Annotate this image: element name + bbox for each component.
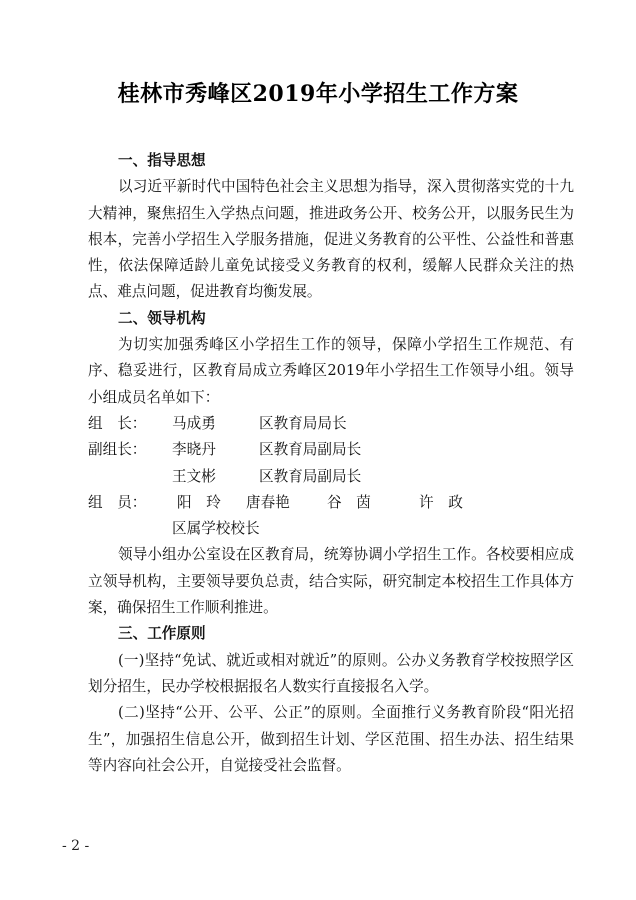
paragraph-principle-2: (二)坚持“公开、公平、公正”的原则。全面推行义务教育阶段“阳光招生”，加强招生信息公开，做到招生计划、学区范围、招生办法、招生结果等内容向社会公开，自觉接受社会监督。 (88, 704, 574, 774)
document-title: 桂林市秀峰区2019年小学招生工作方案 (117, 81, 519, 107)
deputy-row-2 (88, 464, 574, 490)
deputy-1-name: 李晓丹 (172, 441, 216, 459)
paragraph-guiding-thought: 以习近平新时代中国特色社会主义思想为指导，深入贯彻落实党的十九大精神，聚焦招生入学热点问题，推进政务公开、校务公开，以服务民生为根本，完善小学招生入学服务措施，促进义务教育的公平性、公益性和普惠性，依法保障适龄儿童免试接受义务教育的权利，缓解人民群众关注的热点、难点问题，促进教育均衡发展。 (88, 178, 574, 301)
paragraph-leadership-intro: 为切实加强秀峰区小学招生工作的领导，保障小学招生工作规范、有序、稳妥进行，区教育局成立秀峰区2019年小学招生工作领导小组。领导小组成员名单如下： (88, 336, 574, 406)
paragraph-principle-1: (一)坚持“免试、就近或相对就近”的原则。公办义务教育学校按照学区划分招生，民办学校根据报名人数实行直接报名入学。 (88, 651, 574, 695)
section-heading-guiding-thought: 一、指导思想 (118, 152, 206, 169)
leader-title: 区教育局局长 (259, 414, 347, 432)
members-row (88, 490, 574, 516)
deputy-2-title: 区教育局副局长 (259, 467, 362, 485)
deputy-2-name: 王文彬 (172, 467, 216, 485)
document-body (88, 148, 574, 779)
paragraph-leadership-office: 领导小组办公室设在区教育局，统筹协调小学招生工作。各校要相应成立领导机构，主要领导要负总责，结合实际，研究制定本校招生工作具体方案，确保招生工作顺利推进。 (88, 546, 574, 617)
leader-label: 组 长： (88, 414, 147, 432)
leader-name: 马成勇 (172, 414, 216, 432)
deputy-1-title: 区教育局副局长 (259, 441, 362, 459)
members-extra-row (88, 516, 574, 542)
section-heading-leadership: 二、领导机构 (118, 309, 206, 327)
page-number: - 2 - (62, 838, 90, 854)
deputy-label: 副组长： (88, 441, 147, 459)
member-3-name: 谷 茵 (327, 493, 371, 511)
deputy-row-1 (88, 437, 574, 463)
members-label: 组 员： (88, 493, 147, 511)
leader-row (88, 411, 574, 437)
member-2-name: 唐春艳 (246, 493, 290, 511)
members-extra: 区属学校校长 (172, 520, 260, 538)
member-4-name: 许 政 (419, 493, 463, 511)
section-heading-principles: 三、工作原则 (118, 625, 206, 643)
member-1-name: 阳 玲 (177, 493, 221, 511)
